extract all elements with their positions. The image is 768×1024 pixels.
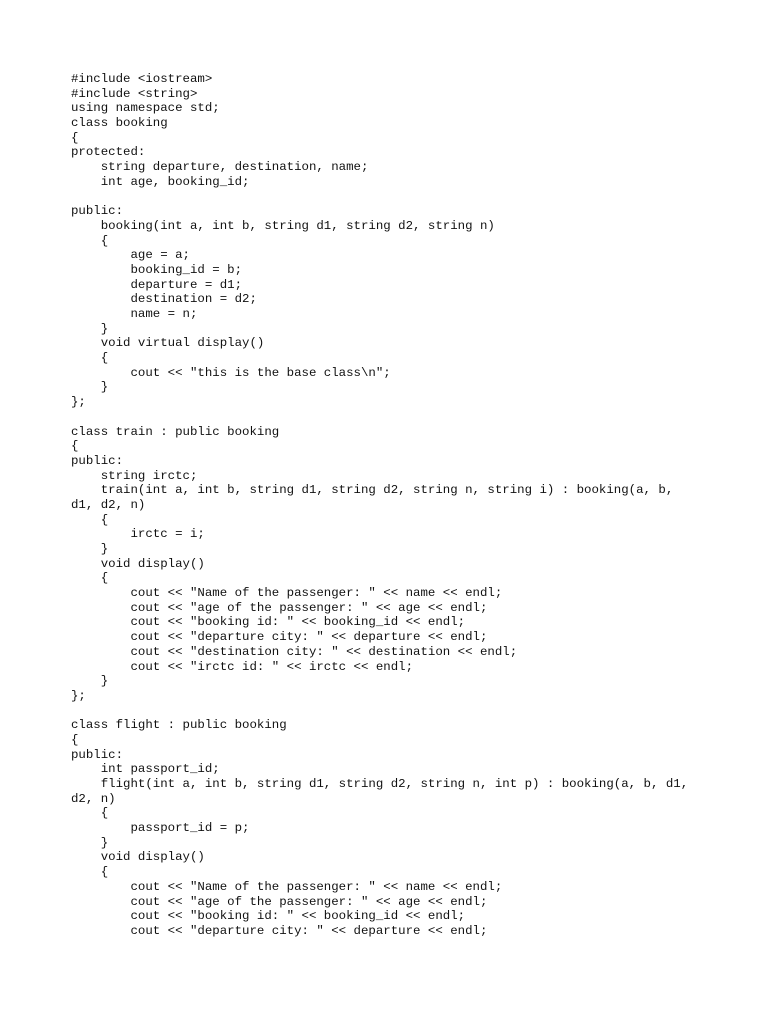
code-listing — [71, 72, 751, 939]
code-line: } — [71, 321, 109, 336]
code-line: class train : public booking — [71, 424, 280, 439]
code-line: string irctc; — [71, 468, 198, 483]
code-line: class booking — [71, 116, 168, 131]
code-line: destination = d2; — [71, 292, 257, 307]
code-line: cout << "departure city: " << departure << endl; — [71, 923, 488, 938]
code-line: { — [71, 233, 109, 248]
code-line: irctc = i; — [71, 527, 205, 542]
code-line: cout << "destination city: " << destination << endl; — [71, 644, 518, 659]
code-line: }; — [71, 395, 86, 410]
code-line: cout << "booking id: " << booking_id << endl; — [71, 909, 466, 924]
code-line: public: — [71, 453, 124, 468]
code-line: departure = d1; — [71, 277, 243, 292]
code-line: } — [71, 835, 109, 850]
code-line: class flight : public booking — [71, 718, 287, 733]
code-line: booking_id = b; — [71, 262, 243, 277]
code-line: { — [71, 806, 109, 821]
code-line: } — [71, 380, 109, 395]
code-line: #include <iostream> — [71, 72, 213, 86]
code-line: void display() — [71, 850, 205, 865]
code-line: { — [71, 512, 109, 527]
code-line: { — [71, 351, 109, 366]
code-line: { — [71, 865, 109, 880]
code-line: public: — [71, 747, 124, 762]
code-line: { — [71, 130, 79, 145]
code-line: flight(int a, int b, string d1, string d2, string n, int p) : booking(a, b, d1, — [71, 777, 689, 791]
code-line: train(int a, int b, string d1, string d2, string n, string i) : booking(a, b, — [71, 483, 674, 498]
code-line: #include <string> — [71, 86, 198, 101]
code-line: public: — [71, 204, 124, 219]
code-line: }; — [71, 688, 86, 703]
code-line: { — [71, 732, 79, 747]
code-line: cout << "departure city: " << departure << endl; — [71, 630, 488, 645]
code-line: string departure, destination, name; — [71, 160, 369, 175]
code-line: cout << "this is the base class\n"; — [71, 365, 391, 380]
code-line: d1, d2, n) — [71, 497, 146, 512]
code-line: age = a; — [71, 248, 190, 263]
code-line: { — [71, 439, 79, 454]
code-line: using namespace std; — [71, 101, 220, 116]
code-line: } — [71, 542, 109, 556]
code-line: { — [71, 571, 109, 586]
code-line: void display() — [71, 556, 205, 571]
code-line: int passport_id; — [71, 762, 220, 777]
code-line: int age, booking_id; — [71, 174, 250, 189]
code-line: booking(int a, int b, string d1, string d2, string n) — [71, 218, 495, 233]
code-line: cout << "irctc id: " << irctc << endl; — [71, 659, 414, 674]
code-line — [71, 704, 751, 719]
code-line: void virtual display() — [71, 336, 265, 351]
code-line: passport_id = p; — [71, 821, 250, 836]
code-line: d2, n) — [71, 791, 116, 806]
code-line: cout << "Name of the passenger: " << name << endl; — [71, 879, 503, 894]
code-line: name = n; — [71, 307, 198, 321]
code-line: protected: — [71, 145, 146, 160]
code-line — [71, 410, 751, 425]
code-line: cout << "booking id: " << booking_id << endl; — [71, 615, 466, 630]
code-line — [71, 190, 751, 205]
code-line: cout << "age of the passenger: " << age << endl; — [71, 600, 488, 615]
code-line: cout << "age of the passenger: " << age << endl; — [71, 894, 488, 909]
code-line: cout << "Name of the passenger: " << name << endl; — [71, 586, 503, 601]
code-line: } — [71, 674, 109, 689]
